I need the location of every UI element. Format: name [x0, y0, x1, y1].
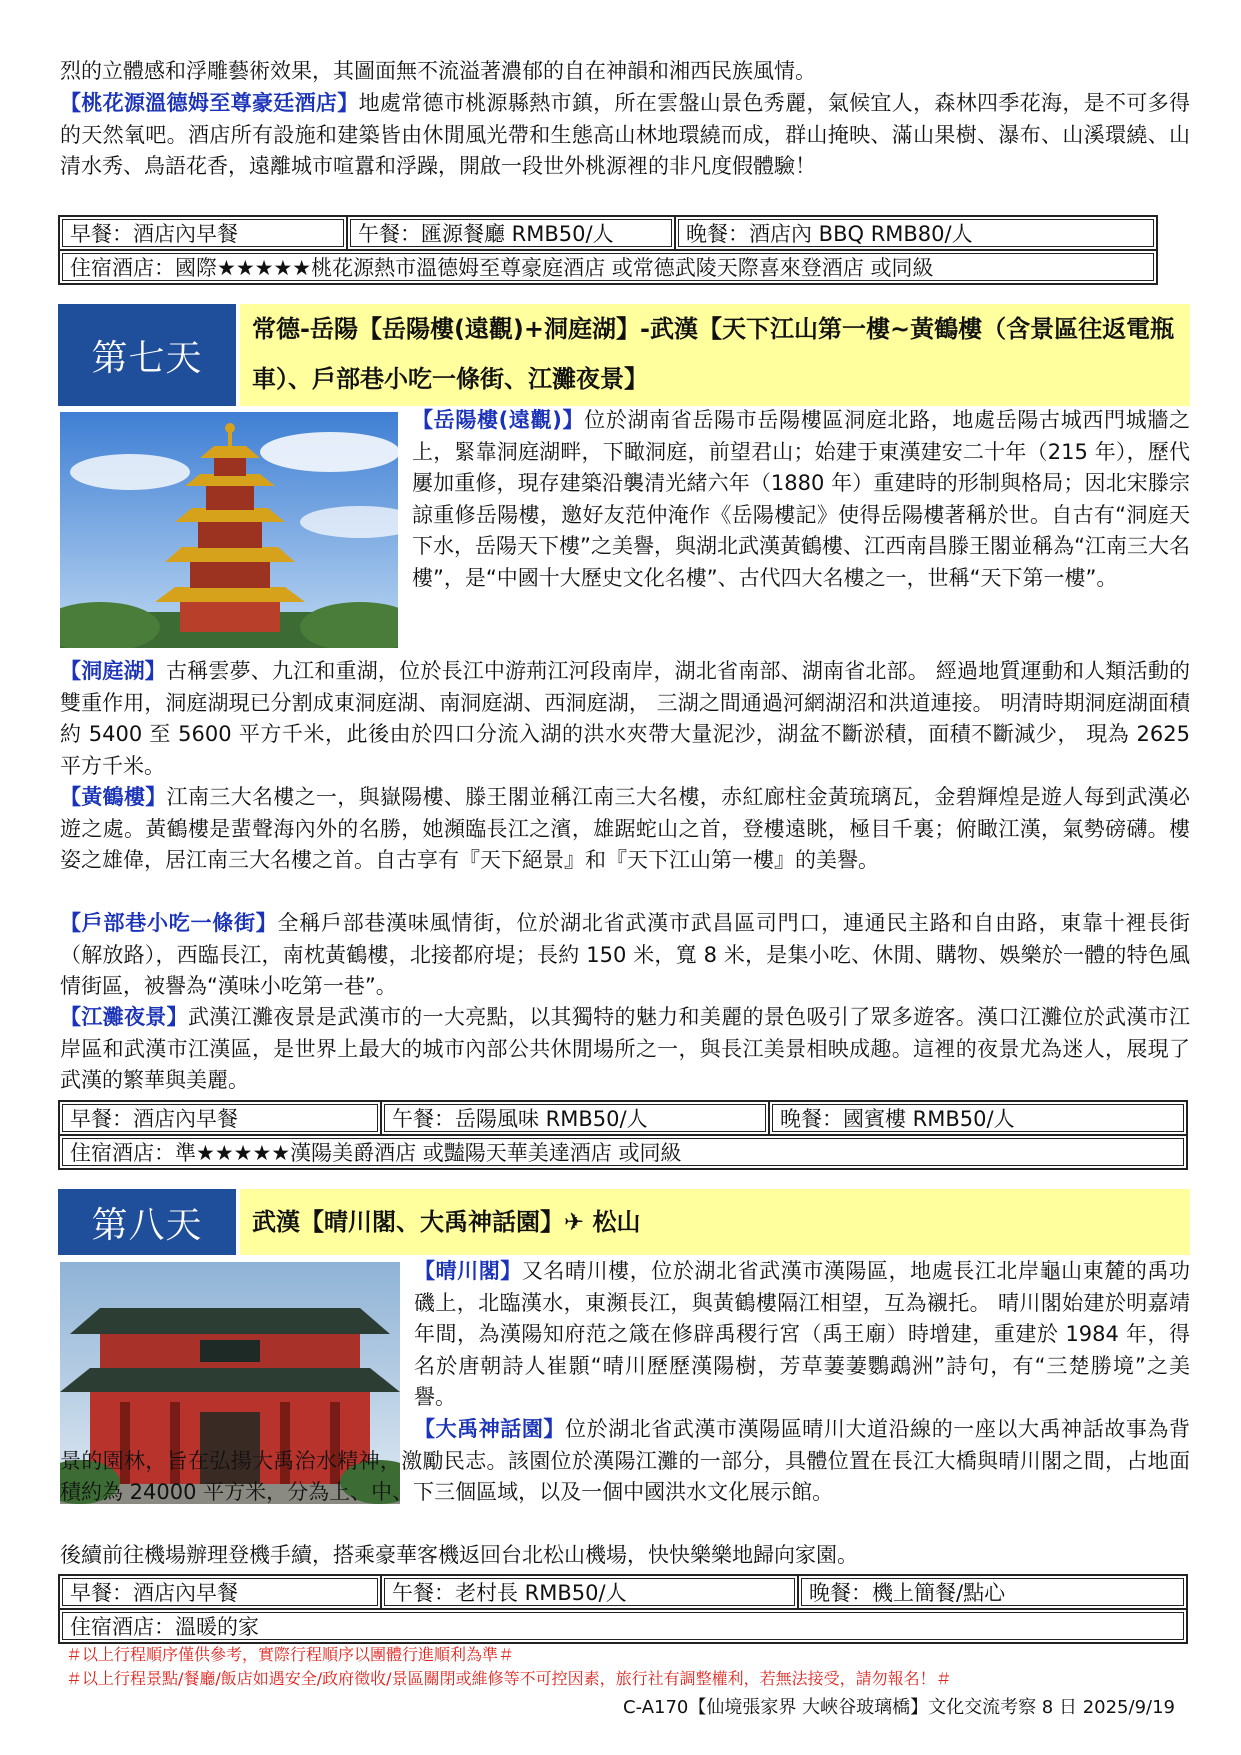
note-disclaimer: ＃以上行程景點/餐廳/飯店如遇安全/政府徵收/景區關閉或維修等不可控因素，旅行社有調整權利，若無法接受，請勿報名！＃: [66, 1669, 952, 1688]
hubuxiang-text: 全稱戶部巷漢味風情街，位於湖北省武漢市武昌區司門口，連通民主路和自由路，東靠十裡長街（解放路），西臨長江，南枕黃鶴樓，北接都府堤；長約 150 米，寬 8 米，是集小吃、休閒、購物、娛樂於一體的特色風情街區，被譽為“漢味小吃第一巷”。: [60, 911, 1190, 998]
jiangtan-tag: 【江灘夜景】: [60, 1005, 188, 1029]
hotel-description: 地處常德市桃源縣熱市鎮，所在雲盤山景色秀麗，氣候宜人，森林四季花海，是不可多得的天然氧吧。酒店所有設施和建築皆由休閒風光帶和生態高山林地環繞而成，群山掩映、滿山果樹、瀑布、山溪環繞、山清水秀、鳥語花香，遠離城市喧囂和浮躁，開啟一段世外桃源裡的非凡度假體驗！: [60, 91, 1190, 178]
day8-label: 第八天: [58, 1189, 236, 1255]
breakfast-cell: 早餐：酒店內早餐: [59, 1101, 381, 1135]
yueyang-text: 位於湖南省岳陽市岳陽樓區洞庭北路，地處岳陽古城西門城牆之上，緊靠洞庭湖畔，下瞰洞庭，前望君山；始建于東漢建安二十年（215 年），歷代屢加重修，現存建築沿襲清光緒六年（1880 年）重建時的形制與格局；因北宋滕宗諒重修岳陽樓，邀好友范仲淹作《岳陽樓記》使得岳陽樓著稱於世。自古有“洞庭天下水，岳陽天下樓”之美譽，與湖北武漢黃鶴樓、江西南昌滕王閣並稱為“江南三大名樓”，是“中國十大歷史文化名樓”、古代四大名樓之一，世稱“天下第一樓”。: [412, 408, 1191, 590]
dongting-tag: 【洞庭湖】: [60, 659, 166, 683]
day7-section-jiangtan: [60, 1002, 1190, 1097]
day7-label: 第七天: [58, 304, 236, 406]
lunch-cell: 午餐：岳陽風味 RMB50/人: [381, 1101, 769, 1135]
dayu-text: 位於湖北省武漢市漢陽區晴川大道沿線的一座以大禹神話故事為背景的園林，旨在弘揚大禹治水精神，激勵民志。該園位於漢陽江灘的一部分，具體位置在長江大橋與晴川閣之間，占地面積約為 24000 平方米，分為上、中、下三個區域，以及一個中國洪水文化展示館。: [60, 1417, 1190, 1504]
lunch-cell: 午餐：匯源餐廳 RMB50/人: [347, 216, 675, 250]
yellowcrane-text: 江南三大名樓之一，與嶽陽樓、滕王閣並稱江南三大名樓，赤紅廊柱金黃琉璃瓦，金碧輝煌是遊人每到武漢必遊之處。黃鶴樓是蜚聲海內外的名勝，她瀕臨長江之濱，雄踞蛇山之首，登樓遠眺，極目千裏；俯瞰江漢，氣勢磅礴。樓姿之雄偉，居江南三大名樓之首。自古享有『天下絕景』和『天下江山第一樓』的美譽。: [60, 785, 1191, 872]
day7-title: 常德-岳陽【岳陽樓(遠觀)+洞庭湖】-武漢【天下江山第一樓~黃鶴樓（含景區往返電瓶車）、戶部巷小吃一條街、江灘夜景】: [240, 304, 1190, 406]
day7-section-hubuxiang: [60, 908, 1190, 1003]
jiangtan-text: 武漢江灘夜景是武漢市的一大亮點，以其獨特的魅力和美麗的景色吸引了眾多遊客。漢口江灘位於武漢市江岸區和武漢市江漢區，是世界上最大的城市內部公共休閒場所之一，與長江美景相映成趣。這裡的夜景尤為迷人，展現了武漢的繁華與美麗。: [60, 1005, 1191, 1092]
hotel-cell: 住宿酒店：溫暖的家: [59, 1609, 1187, 1643]
day8-section-qingchuan: [414, 1256, 1190, 1414]
meal-table-day8: [58, 1574, 1188, 1644]
breakfast-cell: 早餐：酒店內早餐: [59, 1575, 381, 1609]
qingchuan-tag: 【晴川閣】: [414, 1259, 522, 1283]
qingchuan-text: 又名晴川樓，位於湖北省武漢市漢陽區，地處長江北岸龜山東麓的禹功磯上，北臨漢水，東瀕長江，與黃鶴樓隔江相望，互為襯托。 晴川閣始建於明嘉靖年間，為漢陽知府范之箴在修辟禹稷行宮（禹王廟）時增建，重建於 1984 年，得名於唐朝詩人崔顥“晴川歷歷漢陽樹，芳草萋萋鸚鵡洲”詩句，有“三楚勝境”之美譽。: [414, 1259, 1190, 1409]
note-order: ＃以上行程順序僅供參考，實際行程順序以團體行進順利為準＃: [66, 1645, 515, 1664]
day7-section-yellowcrane: [60, 782, 1190, 877]
yueyang-tag: 【岳陽樓(遠觀)】: [412, 408, 585, 432]
day8-title: 武漢【晴川閣、大禹神話園】✈ 松山: [240, 1189, 1190, 1255]
day8-section-dayu: [60, 1414, 1190, 1509]
dinner-cell: 晚餐：酒店內 BBQ RMB80/人: [675, 216, 1157, 250]
intro-text: 烈的立體感和浮雕藝術效果，其圖面無不流溢著濃郁的自在神韻和湘西民族風情。: [60, 59, 816, 83]
intro-paragraph-2: [60, 88, 1190, 183]
day8-header: [58, 1189, 1190, 1255]
lunch-cell: 午餐：老村長 RMB50/人: [381, 1575, 798, 1609]
yellowcrane-tag: 【黃鶴樓】: [60, 785, 167, 809]
breakfast-cell: 早餐：酒店內早餐: [59, 216, 347, 250]
intro-paragraph-1: [60, 56, 1190, 88]
day7-section-dongting: [60, 656, 1190, 782]
hotel-tag: 【桃花源溫德姆至尊豪廷酒店】: [60, 91, 359, 115]
day7-section-yueyang: [412, 405, 1190, 594]
day8-return: [60, 1540, 1190, 1572]
hotel-cell: 住宿酒店：國際★★★★★桃花源熱市溫德姆至尊豪庭酒店 或常德武陵天際喜來登酒店 或同級: [59, 250, 1157, 284]
hubuxiang-tag: 【戶部巷小吃一條街】: [60, 911, 278, 935]
dayu-tag: 【大禹神話園】: [414, 1417, 565, 1441]
day7-header: [58, 304, 1190, 406]
dinner-cell: 晚餐：機上簡餐/點心: [798, 1575, 1187, 1609]
dongting-text: 古稱雲夢、九江和重湖，位於長江中游荊江河段南岸，湖北省南部、湖南省北部。 經過地質運動和人類活動的雙重作用，洞庭湖現已分割成東洞庭湖、南洞庭湖、西洞庭湖， 三湖之間通過河網湖沼和洪道連接。 明清時期洞庭湖面積約 5400 至 5600 平方千米，此後由於四口分流入湖的洪水夾帶大量泥沙，湖盆不斷淤積，面積不斷減少， 現為 2625 平方千米。: [60, 659, 1191, 778]
meal-table-day6: [58, 215, 1158, 285]
hotel-cell: 住宿酒店：準★★★★★漢陽美爵酒店 或豔陽天華美達酒店 或同級: [59, 1135, 1187, 1169]
page-footer: C-A170【仙境張家界 大峽谷玻璃橋】文化交流考察 8 日 2025/9/19: [623, 1697, 1175, 1718]
return-text: 後續前往機場辦理登機手續，搭乘豪華客機返回台北松山機場，快快樂樂地歸向家園。: [60, 1543, 858, 1567]
meal-table-day7: [58, 1100, 1188, 1170]
yueyang-tower-photo: [60, 412, 398, 648]
dinner-cell: 晚餐：國賓樓 RMB50/人: [769, 1101, 1187, 1135]
